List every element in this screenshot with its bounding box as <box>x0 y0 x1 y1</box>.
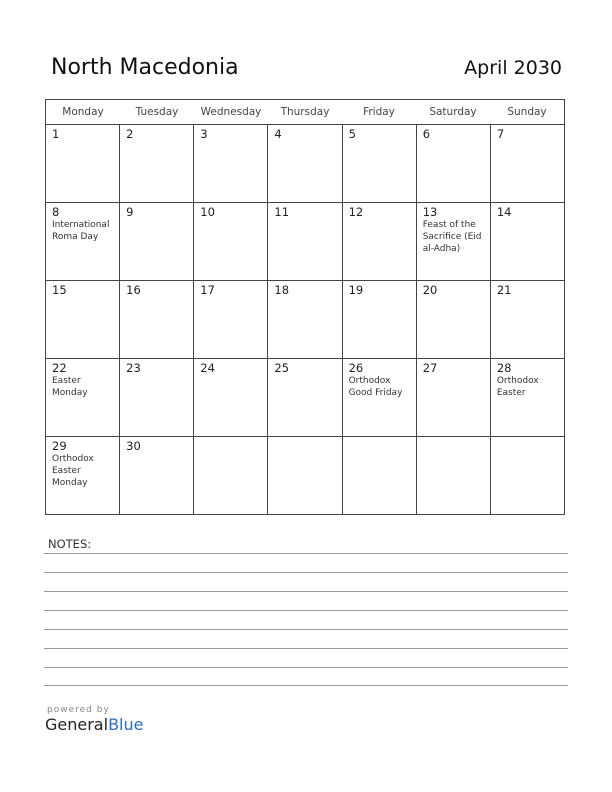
week-row <box>46 125 564 203</box>
day-number: 27 <box>422 361 438 375</box>
day-cell <box>491 125 564 202</box>
generalblue-logo <box>45 715 143 734</box>
day-number: 10 <box>200 205 215 219</box>
day-number: 6 <box>422 127 431 141</box>
week-row <box>46 281 564 359</box>
day-cell <box>46 437 120 514</box>
day-cell <box>268 125 342 202</box>
day-cell <box>120 203 194 280</box>
day-cell <box>120 437 194 514</box>
country-title: North Macedonia <box>51 55 239 80</box>
day-number: 16 <box>126 283 141 297</box>
day-number: 5 <box>348 127 356 141</box>
day-number: 15 <box>52 283 67 297</box>
day-cell <box>46 125 120 202</box>
day-cell <box>343 359 417 436</box>
day-cell <box>268 437 342 514</box>
day-cell <box>268 281 342 358</box>
weekday-header: Wednesday <box>200 106 262 118</box>
logo-blue-text: Blue <box>108 715 144 734</box>
note-line <box>44 591 568 592</box>
day-number: 29 <box>52 439 67 453</box>
calendar-grid <box>45 99 565 515</box>
weekday-header: Tuesday <box>135 106 179 118</box>
day-number: 20 <box>422 283 438 297</box>
day-number: 21 <box>496 283 512 297</box>
day-number: 28 <box>496 361 512 375</box>
day-cell <box>46 359 120 436</box>
day-number: 2 <box>126 127 134 141</box>
day-cell <box>491 437 564 514</box>
day-cell <box>417 437 491 514</box>
holiday-label: Feast of the Sacrifice (Eid al-Adha) <box>422 220 482 254</box>
day-cell <box>194 437 268 514</box>
day-number: 23 <box>126 361 141 375</box>
logo-general-text: General <box>45 715 109 734</box>
day-number: 13 <box>422 205 438 219</box>
week-row <box>46 203 564 281</box>
day-number: 3 <box>200 127 208 141</box>
day-cell <box>343 437 417 514</box>
weekday-header: Monday <box>62 106 104 118</box>
day-number: 8 <box>52 205 60 219</box>
holiday-label: Orthodox Easter Monday <box>52 454 94 488</box>
day-number: 7 <box>496 127 505 141</box>
day-number: 19 <box>348 283 364 297</box>
note-line <box>44 572 568 573</box>
day-cell <box>268 203 342 280</box>
day-number: 18 <box>274 283 290 297</box>
note-line <box>44 629 568 630</box>
weeks-container <box>46 125 564 514</box>
day-cell <box>46 281 120 358</box>
day-cell <box>194 125 268 202</box>
day-number: 17 <box>200 283 215 297</box>
holiday-label: Easter Monday <box>52 376 88 398</box>
day-cell <box>194 359 268 436</box>
day-cell <box>194 203 268 280</box>
day-number: 26 <box>348 361 364 375</box>
note-line <box>44 685 568 686</box>
holiday-label: Orthodox Good Friday <box>348 376 403 398</box>
weekday-header: Thursday <box>280 106 330 118</box>
note-line <box>44 553 568 554</box>
day-number: 25 <box>274 361 290 375</box>
day-number: 1 <box>52 127 60 141</box>
day-cell <box>417 203 491 280</box>
note-line <box>44 667 568 668</box>
powered-by-text: powered by <box>47 705 110 715</box>
day-cell <box>120 281 194 358</box>
brand-footer <box>45 705 143 734</box>
day-cell <box>343 203 417 280</box>
day-cell <box>491 359 564 436</box>
day-number: 4 <box>274 127 282 141</box>
day-number: 14 <box>496 205 512 219</box>
day-number: 9 <box>126 205 134 219</box>
week-row <box>46 359 564 437</box>
day-cell <box>120 125 194 202</box>
day-cell <box>343 125 417 202</box>
weekday-header: Friday <box>363 106 395 118</box>
day-cell <box>194 281 268 358</box>
weekday-header-row <box>46 100 564 125</box>
day-number: 30 <box>126 439 141 453</box>
day-cell <box>491 281 564 358</box>
day-cell <box>268 359 342 436</box>
note-line <box>44 648 568 649</box>
day-cell <box>120 359 194 436</box>
holiday-label: Orthodox Easter <box>496 376 539 398</box>
day-cell <box>46 203 120 280</box>
weekday-header: Saturday <box>429 106 477 118</box>
day-cell <box>417 281 491 358</box>
weekday-header: Sunday <box>507 106 547 118</box>
day-number: 24 <box>200 361 215 375</box>
note-line <box>44 610 568 611</box>
day-number: 22 <box>52 361 67 375</box>
day-number: 11 <box>274 205 290 219</box>
day-cell <box>417 125 491 202</box>
day-cell <box>343 281 417 358</box>
day-number: 12 <box>348 205 364 219</box>
month-year-title: April 2030 <box>464 57 562 79</box>
holiday-label: International Roma Day <box>52 220 110 242</box>
day-cell <box>417 359 491 436</box>
notes-label: NOTES: <box>48 537 92 551</box>
week-row <box>46 437 564 514</box>
day-cell <box>491 203 564 280</box>
